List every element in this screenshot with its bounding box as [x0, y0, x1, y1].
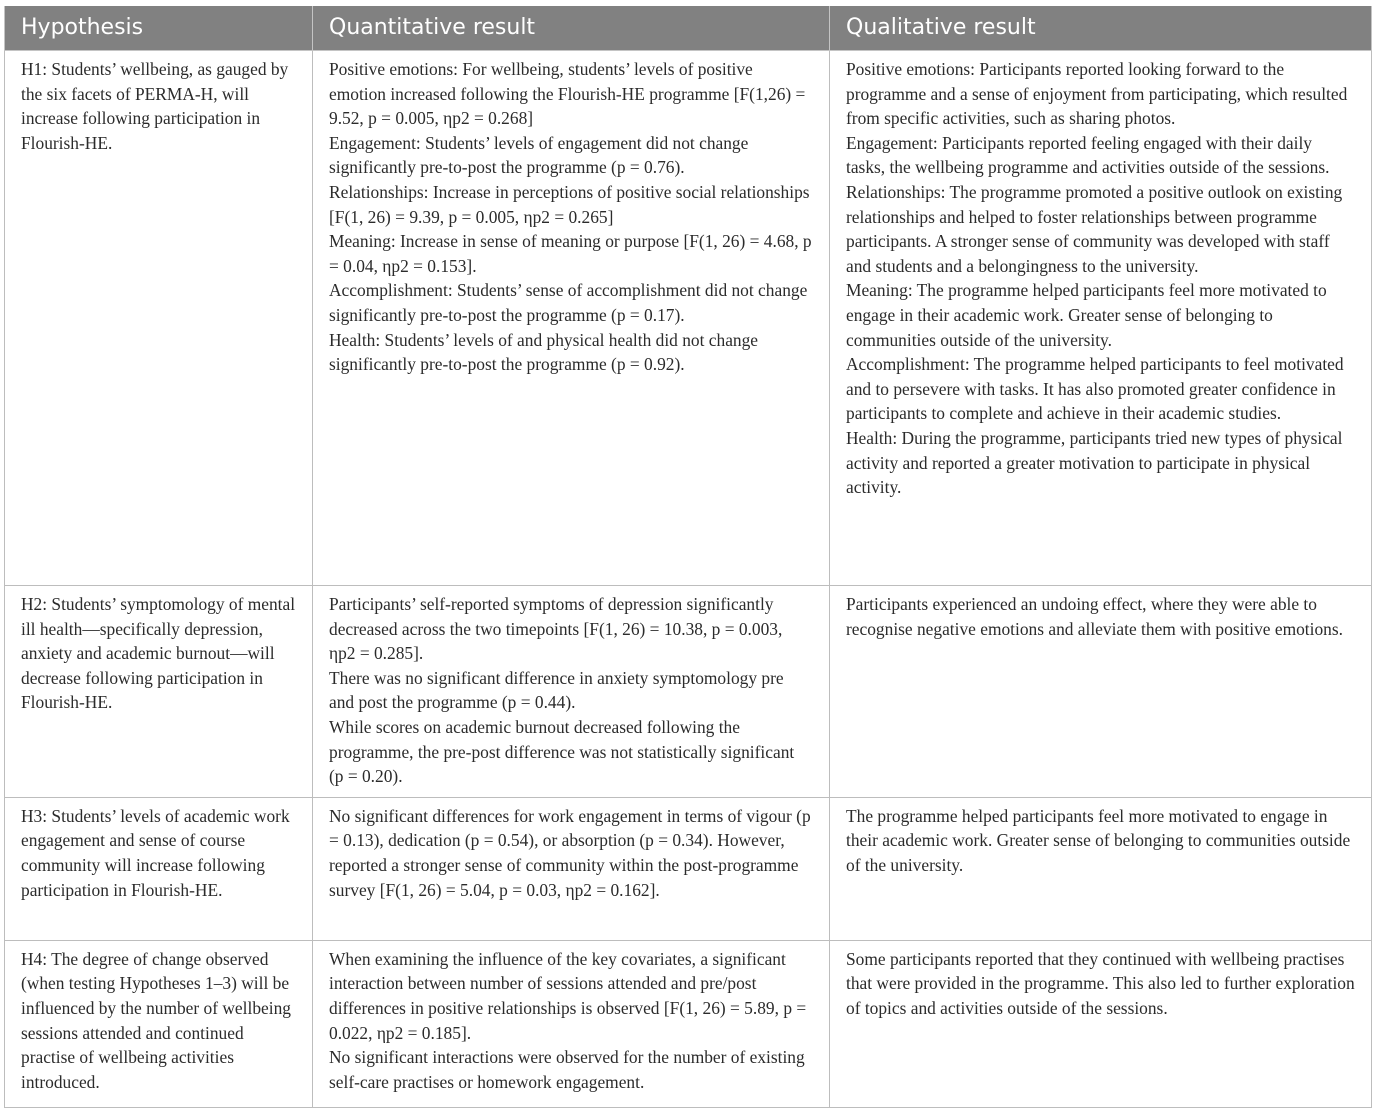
- qualitative-text: Participants experienced an undoing effect, where they were able to recognise negative emotions and alleviate them with positive emotions.: [846, 594, 1343, 639]
- quantitative-cell: [313, 586, 830, 798]
- hypothesis-cell: [5, 797, 313, 940]
- quantitative-text: There was no significant difference in anxiety symptomology pre and post the programme (p = 0.44).: [329, 667, 784, 713]
- quantitative-text: Participants’ self-reported symptoms of depression significantly decreased across the two timepoints [F(1, 26) = 10.38, p = 0.003, ηp2 = 0.285].: [329, 594, 783, 664]
- hypothesis-cell: [5, 51, 313, 586]
- quantitative-text: Engagement: Students’ levels of engagement did not change significantly pre-to-post the programme (p = 0.76).: [329, 132, 749, 178]
- hypothesis-cell: [5, 586, 313, 798]
- quantitative-text: Meaning: Increase in sense of meaning or purpose [F(1, 26) = 4.68, p = 0.04, ηp2 = 0.153].: [329, 231, 812, 276]
- quantitative-text: Relationships: Increase in perceptions of positive social relationships [F(1, 26) = 9.39, p = 0.005, ηp2 = 0.265]: [329, 181, 810, 227]
- table-row-h4: [5, 940, 1372, 1107]
- quantitative-cell: [313, 51, 830, 586]
- header-row: [5, 6, 1372, 51]
- quantitative-text: Accomplishment: Students’ sense of accomplishment did not change significantly pre-to-post the programme (p = 0.17).: [329, 280, 808, 325]
- header-qualitative: Qualitative result: [830, 6, 1372, 51]
- hypothesis-text: H3: Students’ levels of academic work engagement and sense of course community will increase following participation in Flourish-HE.: [21, 805, 290, 900]
- hypothesis-cell: [5, 940, 313, 1107]
- qualitative-text: Meaning: The programme helped participants feel more motivated to engage in their academic work. Greater sense of belonging to communities outside of the university.: [846, 280, 1327, 350]
- qualitative-cell: [830, 51, 1372, 586]
- quantitative-cell: [313, 940, 830, 1107]
- table-row-h3: [5, 797, 1372, 940]
- header-quantitative: Quantitative result: [313, 6, 830, 51]
- quantitative-text: When examining the influence of the key covariates, a significant interaction between number of sessions attended and pre/post differences in positive relationships is observed [F(1, 26) = 5.89, p = 0.022, ηp2 = 0.185].: [329, 948, 807, 1043]
- qualitative-text: Engagement: Participants reported feeling engaged with their daily tasks, the wellbeing programme and activities outside of the sessions.: [846, 132, 1330, 178]
- results-table: [4, 6, 1372, 1108]
- table-row-h1: [5, 51, 1372, 586]
- qualitative-cell: [830, 586, 1372, 798]
- hypothesis-text: H4: The degree of change observed (when testing Hypotheses 1–3) will be influenced by the number of wellbeing sessions attended and continued practise of wellbeing activities introduced.: [21, 948, 291, 1092]
- quantitative-text: While scores on academic burnout decreased following the programme, the pre-post difference was not statistically significant (p = 0.20).: [329, 716, 795, 787]
- quantitative-text: No significant differences for work engagement in terms of vigour (p = 0.13), dedication (p = 0.54), or absorption (p = 0.34). However, reported a stronger sense of community within the post-programme survey [F(1, 26) = 5.04, p = 0.03, ηp2 = 0.162].: [329, 805, 811, 900]
- quantitative-cell: [313, 797, 830, 940]
- qualitative-text: Health: During the programme, participants tried new types of physical activity and reported a greater motivation to participate in physical activity.: [846, 427, 1343, 498]
- qualitative-text: The programme helped participants feel more motivated to engage in their academic work. Greater sense of belonging to communities outside of the university.: [846, 805, 1351, 875]
- quantitative-text: Positive emotions: For wellbeing, students’ levels of positive emotion increased following the Flourish-HE programme [F(1,26) = 9.52, p = 0.005, ηp2 = 0.268]: [329, 59, 806, 129]
- header-hypothesis: Hypothesis: [5, 6, 313, 51]
- quantitative-text: Health: Students’ levels of and physical health did not change significantly pre-to-post the programme (p = 0.92).: [329, 329, 759, 375]
- table-row-h2: [5, 586, 1372, 798]
- hypothesis-text: H2: Students’ symptomology of mental ill health—specifically depression, anxiety and academic burnout—will decrease following participation in Flourish-HE.: [21, 594, 296, 713]
- quantitative-text: No significant interactions were observed for the number of existing self-care practises or homework engagement.: [329, 1047, 805, 1092]
- qualitative-text: Positive emotions: Participants reported looking forward to the programme and a sense of enjoyment from participating, which resulted from specific activities, such as sharing photos.: [846, 59, 1348, 129]
- qualitative-cell: [830, 797, 1372, 940]
- qualitative-text: Relationships: The programme promoted a positive outlook on existing relationships and helped to foster relationships between programme participants. A stronger sense of community was developed with staff and students and a belongingness to the university.: [846, 181, 1343, 276]
- qualitative-cell: [830, 940, 1372, 1107]
- qualitative-text: Accomplishment: The programme helped participants to feel motivated and to persevere with tasks. It has also promoted greater confidence in participants to complete and achieve in their academic studies.: [846, 354, 1344, 424]
- hypothesis-text: H1: Students’ wellbeing, as gauged by the six facets of PERMA-H, will increase following participation in Flourish-HE.: [21, 59, 289, 153]
- qualitative-text: Some participants reported that they continued with wellbeing practises that were provided in the programme. This also led to further exploration of topics and activities outside of the sessions.: [846, 948, 1355, 1018]
